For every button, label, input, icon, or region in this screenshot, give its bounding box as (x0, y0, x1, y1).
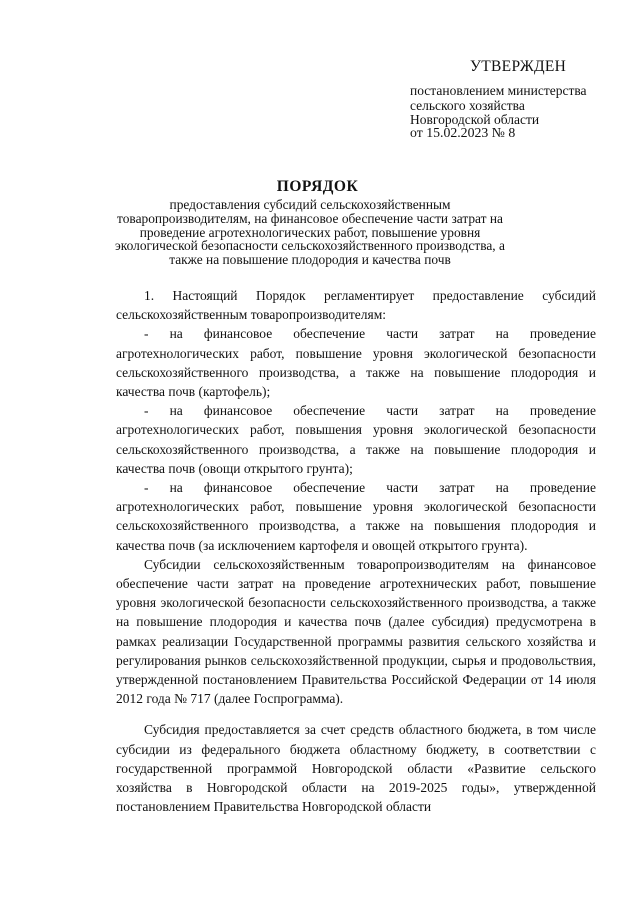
dash-item-1: - на финансовое обеспечение части затрат на проведение агротехнологических работ, повышение уровня экологической безопасности сельскохозяйственного производства, а также на повышение плодородия и качества почв (картофель); (116, 326, 596, 400)
dash-item-3: - на финансовое обеспечение части затрат на проведение агротехнологических работ, повышение уровня экологической безопасности сельскохозяйственного производства, а также на повышения плодородия и качества почв (за исключением картофеля и овощей открытого грунта). (116, 480, 596, 553)
approval-block (410, 84, 625, 128)
approval-line-3: Новгородской области (410, 112, 540, 127)
approval-line-1: постановлением министерства (410, 83, 587, 98)
document-title: ПОРЯДОК (276, 178, 359, 195)
approved-heading: УТВЕРЖДЕН (470, 58, 567, 75)
document-body (116, 286, 596, 816)
approval-line-2: сельского хозяйства (410, 97, 525, 113)
paragraph-2: Субсидии сельскохозяйственным товаропроизводителям на финансовое обеспечение части затрат на проведение агротехнических работ, повышение уровня экологической безопасности сельскохозяйственного производства, а также на повышение плодородия и качества почв (далее субсидия) предусмотрена в рамках реализации Государственной программы развития сельского хозяйства и регулирования рынков сельскохозяйственной продукции, сырья и продовольствия, утвержденной постановлением Правительства Российской Федерации от 14 июля 2012 года № 717 (далее Госпрограмма). (116, 556, 596, 707)
approval-date: от 15.02.2023 № 8 (410, 125, 516, 140)
paragraph-1: 1. Настоящий Порядок регламентирует предоставление субсидий сельскохозяйственным товаропроизводителям: (116, 288, 596, 323)
paragraph-3: Субсидия предоставляется за счет средств областного бюджета, в том числе субсидии из федерального бюджета областному бюджету, в соответствии с государственной программой Новгородской области «Развитие сельского хозяйства в Новгородской области на 2019-2025 годы», утвержденной постановлением Правительства Новгородской области (116, 722, 596, 815)
document-subtitle: предоставления субсидий сельскохозяйственным товаропроизводителям, на финансовое обеспечение части затрат на проведение агротехнологических работ, повышение уровня экологической безопасности сельскохозяйственного производства, а также на повышение плодородия и качества почв (115, 197, 505, 268)
dash-item-2: - на финансовое обеспечение части затрат на проведение агротехнологических работ, повышения уровня экологической безопасности сельскохозяйственного производства, а также на повышение плодородия и качества почв (овощи открытого грунта); (116, 403, 596, 476)
